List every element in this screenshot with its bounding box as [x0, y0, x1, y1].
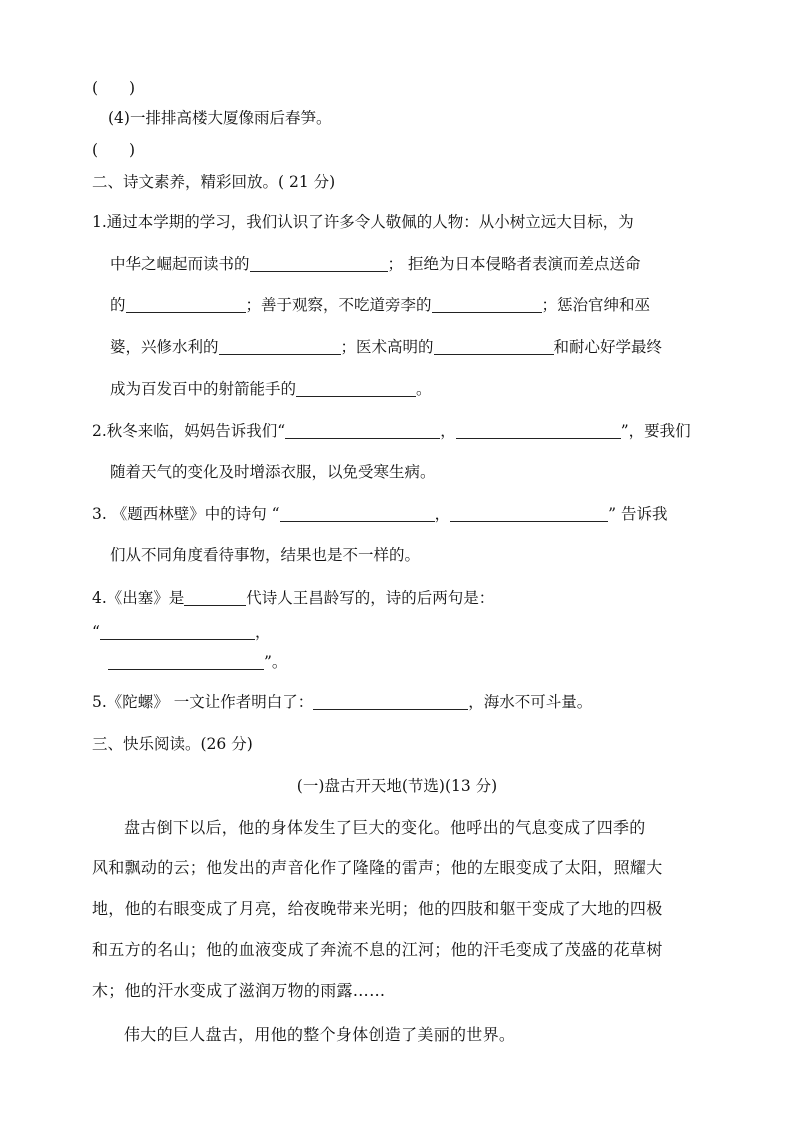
- passage-line: 伟大的巨人盘古，用他的整个身体创造了美丽的世界。: [124, 1025, 516, 1044]
- question-line: [92, 588, 494, 608]
- answer-blank[interactable]: [184, 589, 246, 606]
- question-text: 代诗人王昌龄写的，诗的后两句是：: [246, 589, 495, 607]
- answer-blank[interactable]: [126, 296, 246, 313]
- answer-blank[interactable]: [100, 623, 255, 640]
- question-text: ； 拒绝为日本侵略者表演而差点送命: [387, 255, 641, 273]
- question-line: [92, 622, 270, 642]
- passage-title: (一)盘古开天地(节选)(13 分): [296, 777, 498, 795]
- question-text: 的: [110, 296, 126, 314]
- question-line: 随着天气的变化及时增添衣服，以免受寒生病。: [110, 463, 436, 481]
- question-text: ；善于观察，不吃道旁李的: [245, 296, 432, 314]
- answer-blank[interactable]: [313, 693, 468, 710]
- question-text: ，: [440, 422, 456, 440]
- answer-blank[interactable]: [296, 380, 416, 397]
- question-text: 中华之崛起而读书的: [110, 255, 250, 273]
- question-text: 3. 《题西林壁》中的诗句 “: [92, 505, 280, 523]
- section-heading: 三、快乐阅读。(26 分): [92, 735, 253, 753]
- question-text: ；惩治官绅和巫: [541, 296, 651, 314]
- question-line: [110, 254, 640, 274]
- question-text: 2.秋冬来临，妈妈告诉我们“: [92, 422, 286, 440]
- answer-blank[interactable]: [219, 338, 341, 355]
- answer-paren: ( ): [92, 79, 136, 97]
- question-line: [110, 379, 432, 399]
- question-text: ” 告诉我: [608, 505, 668, 523]
- answer-blank[interactable]: [280, 505, 435, 522]
- question-line: 们从不同角度看待事物，结果也是不一样的。: [110, 546, 421, 564]
- question-text: ”。: [264, 653, 288, 671]
- question-text: 婆，兴修水利的: [110, 338, 219, 356]
- question-text: ”，要我们: [620, 422, 691, 440]
- answer-blank[interactable]: [250, 255, 388, 272]
- question-line: [110, 295, 650, 315]
- question-text: 。: [416, 380, 432, 398]
- section-heading: 二、诗文素养，精彩回放。( 21 分): [92, 173, 336, 191]
- question-line: [92, 504, 667, 524]
- passage-line: 木；他的汗水变成了滋润万物的雨露……: [92, 981, 386, 1000]
- question-text: “: [92, 623, 100, 641]
- answer-blank[interactable]: [285, 422, 440, 439]
- question-text: ，: [254, 623, 271, 641]
- answer-paren: ( ): [92, 141, 136, 159]
- question-line: [92, 692, 592, 712]
- passage-line: 风和飘动的云；他发出的声音化作了隆隆的雷声；他的左眼变成了太阳，照耀大: [92, 858, 663, 877]
- passage-line: 地，他的右眼变成了月亮，给夜晚带来光明；他的四肢和躯干变成了大地的四极: [92, 899, 663, 918]
- question-text: ，海水不可斗量。: [468, 693, 593, 711]
- question-line: 1.通过本学期的学习，我们认识了许多令人敬佩的人物：从小树立远大目标，为: [92, 213, 634, 231]
- question-text: 和耐心好学最终: [553, 338, 663, 356]
- question-text: 成为百发百中的射箭能手的: [110, 380, 297, 398]
- question-line: [110, 337, 662, 357]
- question-text: ；医术高明的: [340, 338, 434, 356]
- passage-line: 和五方的名山；他的血液变成了奔流不息的江河；他的汗毛变成了茂盛的花草树: [92, 940, 663, 959]
- answer-blank[interactable]: [450, 505, 608, 522]
- answer-blank[interactable]: [108, 653, 264, 670]
- answer-blank[interactable]: [432, 296, 542, 313]
- question-line: [92, 421, 691, 441]
- answer-blank[interactable]: [434, 338, 554, 355]
- passage-line: 盘古倒下以后，他的身体发生了巨大的变化。他呼出的气息变成了四季的: [124, 818, 646, 837]
- question-text: 4.《出塞》是: [92, 589, 185, 607]
- question-text: ，: [434, 505, 451, 523]
- question-line: [108, 652, 287, 672]
- question-text: 5.《陀螺》 一文让作者明白了：: [92, 693, 314, 711]
- answer-blank[interactable]: [456, 422, 621, 439]
- question-item: (4)一排排高楼大厦像雨后春笋。: [108, 109, 332, 127]
